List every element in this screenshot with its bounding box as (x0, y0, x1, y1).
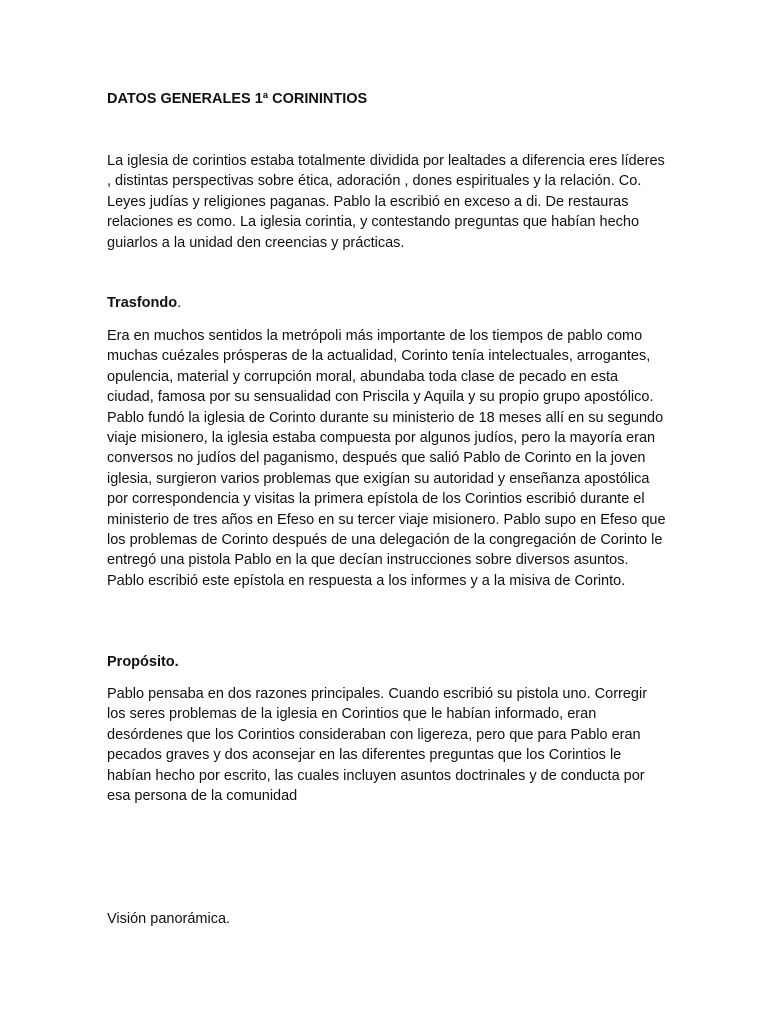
section-heading-trasfondo (107, 295, 181, 311)
section-heading-proposito: Propósito. (107, 654, 179, 670)
section-heading-suffix: . (177, 295, 182, 311)
section-heading-vision-panoramica: Visión panorámica. (107, 911, 231, 927)
document-title: DATOS GENERALES 1ª CORININTIOS (107, 91, 368, 107)
intro-paragraph: La iglesia de corintios estaba totalmente dividida por lealtades a diferencia eres líderes , distintas perspectivas sobre ética, adoración , dones espirituales y la relación. Co. Leyes judías y religiones paganas. Pablo la escribió en exceso a di. De restauras relaciones es como. La iglesia corintia, y contestando preguntas que habían hecho guiarlos a la unidad den creencias y prácticas. (107, 153, 665, 251)
trasfondo-paragraph: Era en muchos sentidos la metrópoli más importante de los tiempos de pablo como muchas cuézales prósperas de la actualidad, Corinto tenía intelectuales, arrogantes, opulencia, material y corrupción moral, abundaba toda clase de pecado en esta ciudad, famosa por su sensualidad con Priscila y Aquila y su propio grupo apostólico. Pablo fundó la iglesia de Corinto durante su ministerio de 18 meses allí en su segundo viaje misionero, la iglesia estaba compuesta por algunos judíos, pero la mayoría eran conversos no judíos del paganismo, después que salió Pablo de Corinto en la joven iglesia, surgieron varios problemas que exigían su autoridad y enseñanza apostólica por correspondencia y visitas la primera epístola de los Corintios escribió durante el ministerio de tres años en Efeso en su tercer viaje misionero. Pablo supo en Efeso que los problemas de Corinto después de una delegación de la congregación de Corinto le entregó una pistola Pablo en la que decían instrucciones sobre diversos asuntos. Pablo escribió este epístola en respuesta a los informes y a la misiva de Corinto. (107, 328, 666, 589)
section-heading-text: Trasfondo (107, 295, 178, 311)
proposito-paragraph: Pablo pensaba en dos razones principales. Cuando escribió su pistola uno. Corregir los seres problemas de la iglesia en Corintios que le habían informado, eran desórdenes que los Corintios consideraban con ligereza, pero que para Pablo eran pecados graves y dos aconsejar en las diferentes preguntas que los Corintios le habían hecho por escrito, las cuales incluyen asuntos doctrinales y de conducta por esa persona de la comunidad (107, 686, 648, 805)
